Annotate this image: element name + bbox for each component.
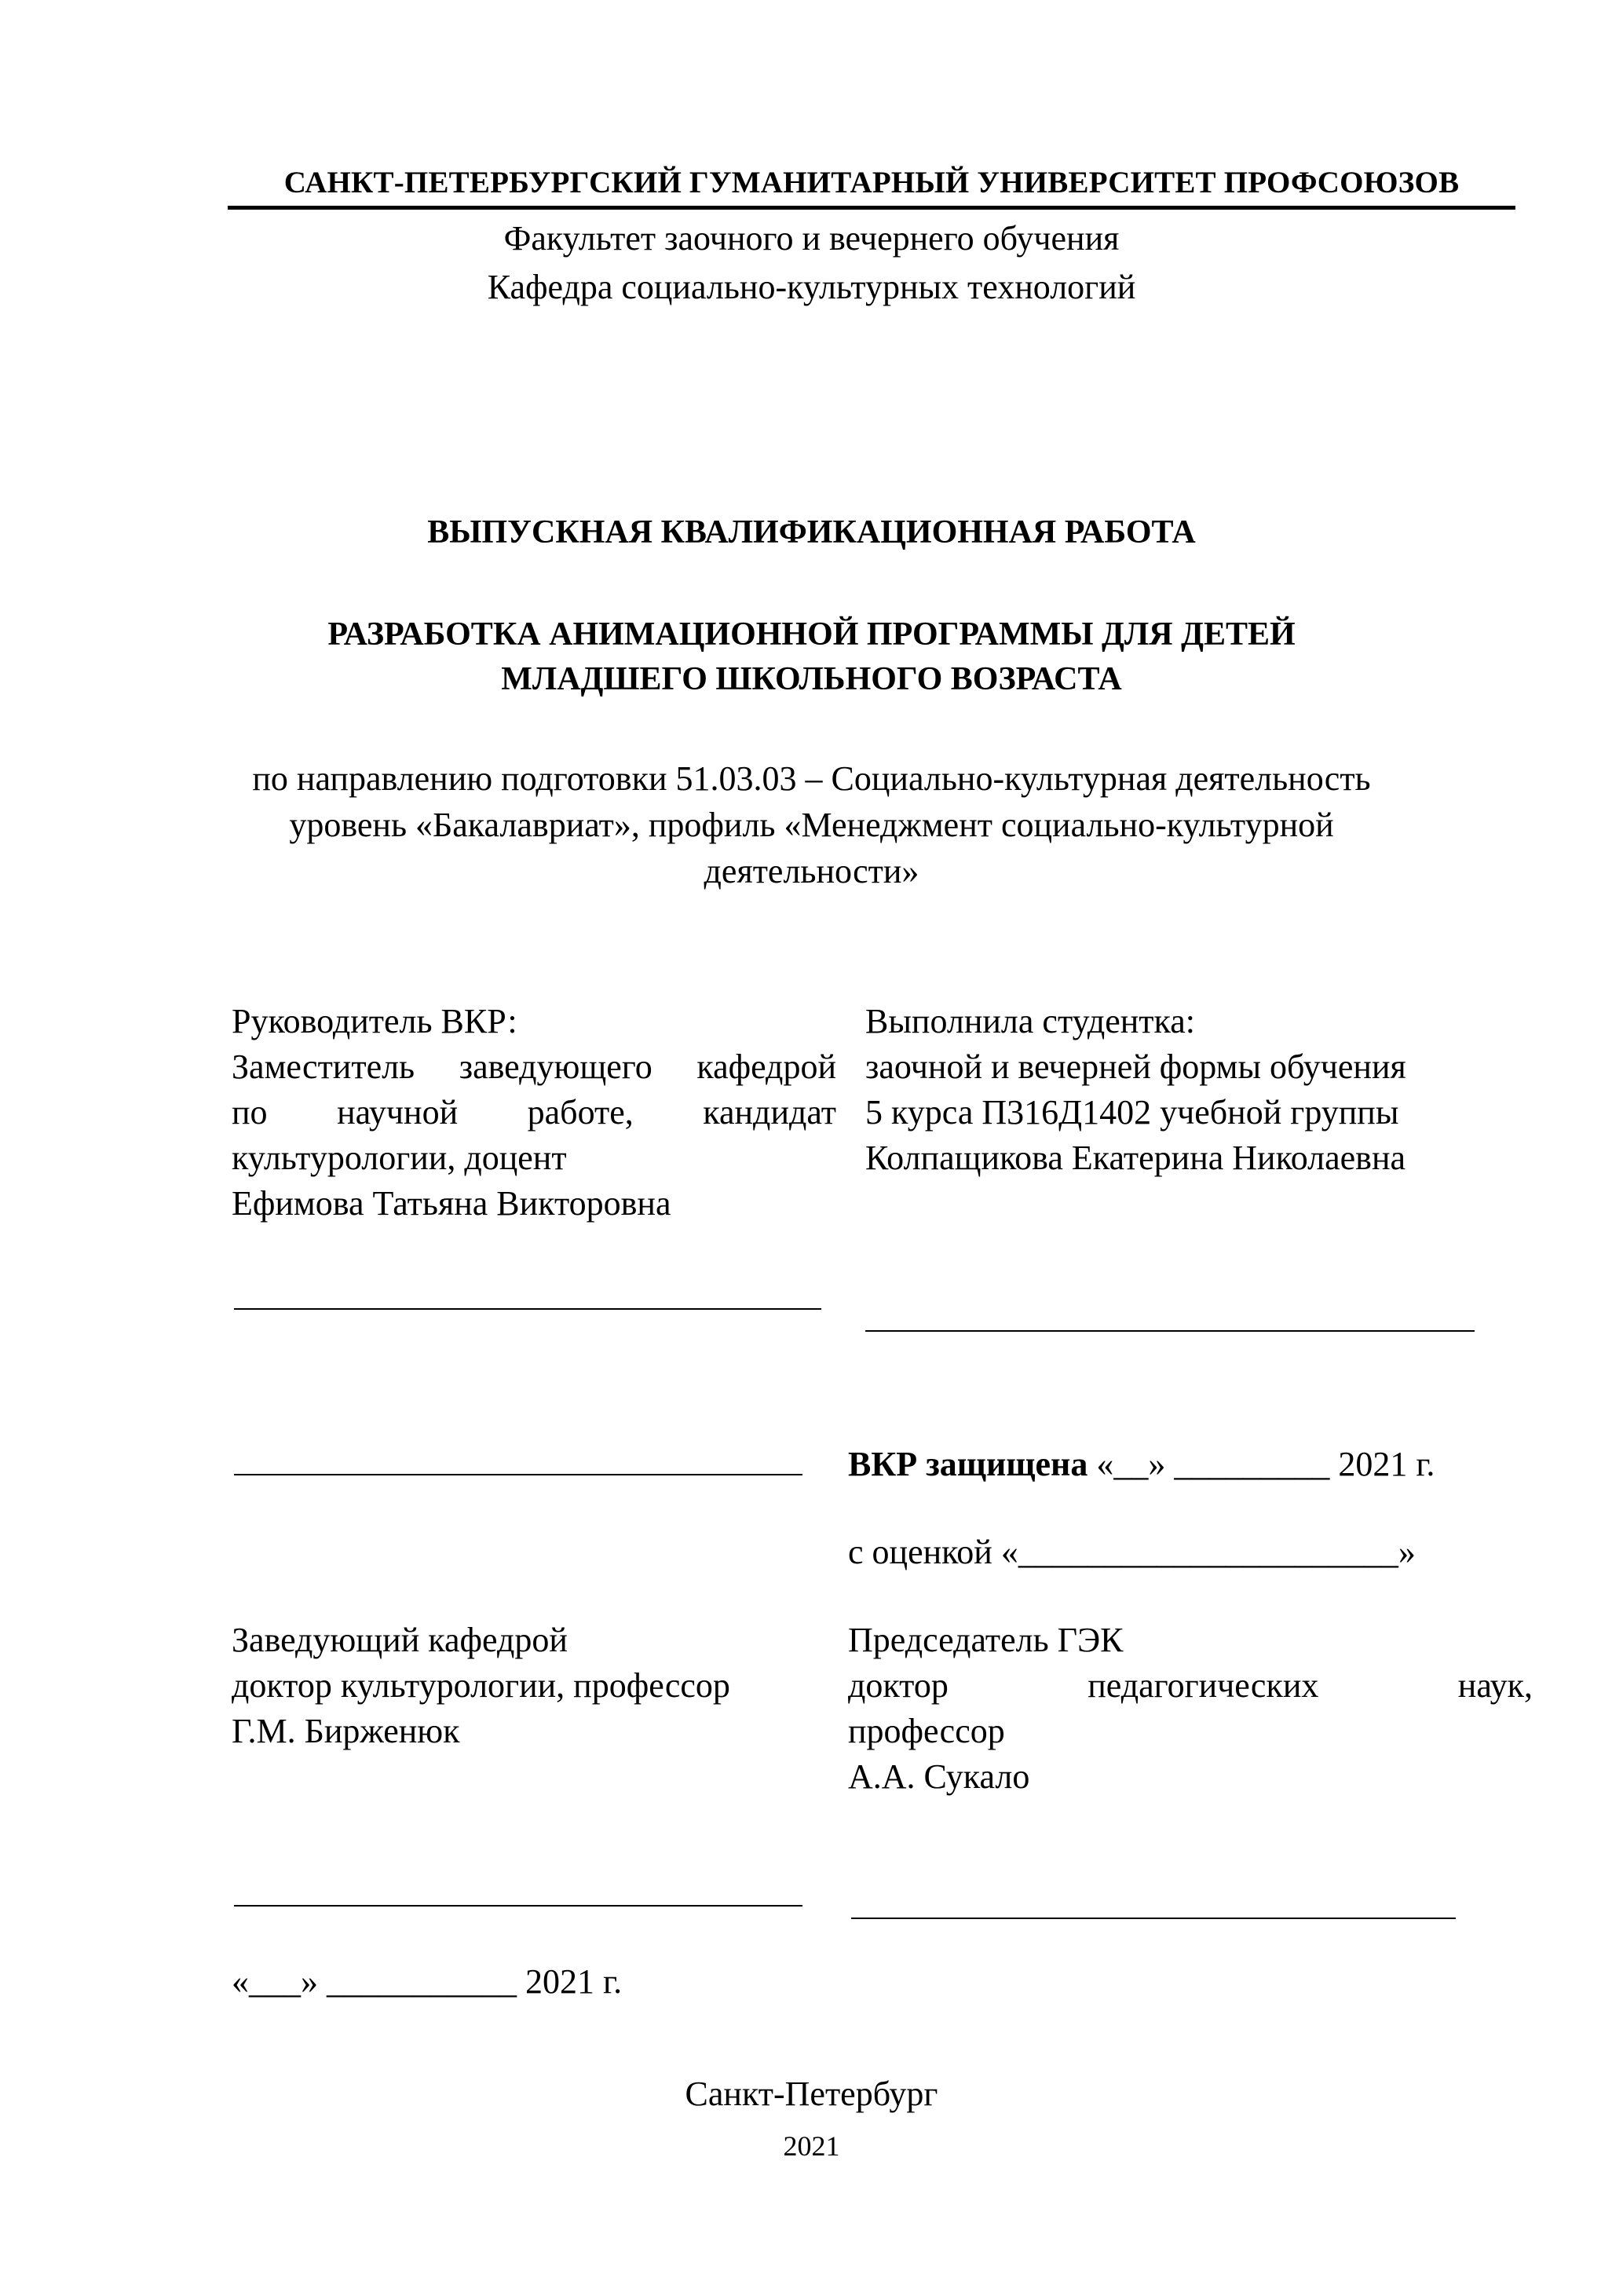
head-of-department-block xyxy=(232,1618,828,1754)
defense-date: «__» _________ 2021 г. xyxy=(1096,1445,1435,1483)
head-signature-line xyxy=(234,1905,802,1907)
supervisor-label: Руководитель ВКР: xyxy=(232,1002,517,1040)
chairman-signature-line xyxy=(851,1918,1456,1919)
student-label: Выполнила студентка: xyxy=(865,1002,1195,1040)
chairman-block xyxy=(848,1618,1533,1800)
footer-city: Санкт-Петербург xyxy=(685,2075,938,2113)
supervisor-position-line2: по научной работе, кандидат xyxy=(232,1093,836,1132)
head-name: Г.М. Бирженюк xyxy=(232,1712,460,1750)
student-line2: 5 курса П316Д1402 учебной группы xyxy=(865,1093,1399,1132)
chairman-degree-line2: профессор xyxy=(848,1712,1005,1750)
supervisor-signature-line xyxy=(234,1308,821,1310)
direction-line1: по направлению подготовки 51.03.03 – Социально-культурная деятельность xyxy=(252,759,1371,798)
defense-line xyxy=(848,1442,1523,1487)
footer-year: 2021 xyxy=(783,2130,840,2162)
department-signature-line xyxy=(234,1474,802,1475)
work-type-title: ВЫПУСКНАЯ КВАЛИФИКАЦИОННАЯ РАБОТА xyxy=(427,514,1196,550)
supervisor-position-line3: культурологии, доцент xyxy=(232,1139,567,1177)
approval-date: «___» ___________ 2021 г. xyxy=(232,1962,623,2001)
university-name: САНКТ-ПЕТЕРБУРГСКИЙ ГУМАНИТАРНЫЙ УНИВЕРСИТЕТ ПРОФСОЮЗОВ xyxy=(283,166,1460,199)
supervisor-position-line1: Заместитель заведующего кафедрой xyxy=(232,1047,836,1086)
chairman-label: Председатель ГЭК xyxy=(848,1621,1124,1659)
chairman-name: А.А. Сукало xyxy=(848,1757,1030,1796)
topic-title-line2: МЛАДШЕГО ШКОЛЬНОГО ВОЗРАСТА xyxy=(501,661,1122,697)
header-rule xyxy=(228,206,1515,210)
supervisor-name: Ефимова Татьяна Викторовна xyxy=(232,1184,671,1223)
faculty-name: Факультет заочного и вечернего обучения xyxy=(503,219,1120,258)
student-signature-line xyxy=(865,1330,1475,1332)
supervisor-block xyxy=(232,999,836,1227)
defense-label: ВКР защищена xyxy=(848,1445,1088,1483)
direction-line2: уровень «Бакалавриат», профиль «Менеджмент социально-культурной xyxy=(289,806,1334,844)
department-name: Кафедра социально-культурных технологий xyxy=(487,268,1136,306)
head-label: Заведующий кафедрой xyxy=(232,1621,568,1659)
student-name: Колпащикова Екатерина Николаевна xyxy=(865,1139,1406,1177)
topic-title-line1: РАЗРАБОТКА АНИМАЦИОННОЙ ПРОГРАММЫ ДЛЯ ДЕТЕЙ xyxy=(327,616,1296,653)
student-line1: заочной и вечерней формы обучения xyxy=(865,1047,1406,1086)
direction-line3: деятельности» xyxy=(704,852,919,890)
head-degree: доктор культурологии, профессор xyxy=(232,1666,730,1705)
defense-grade: с оценкой «______________________» xyxy=(848,1533,1416,1571)
student-block xyxy=(865,999,1493,1181)
chairman-degree-line1: доктор педагогических наук, xyxy=(848,1666,1533,1705)
